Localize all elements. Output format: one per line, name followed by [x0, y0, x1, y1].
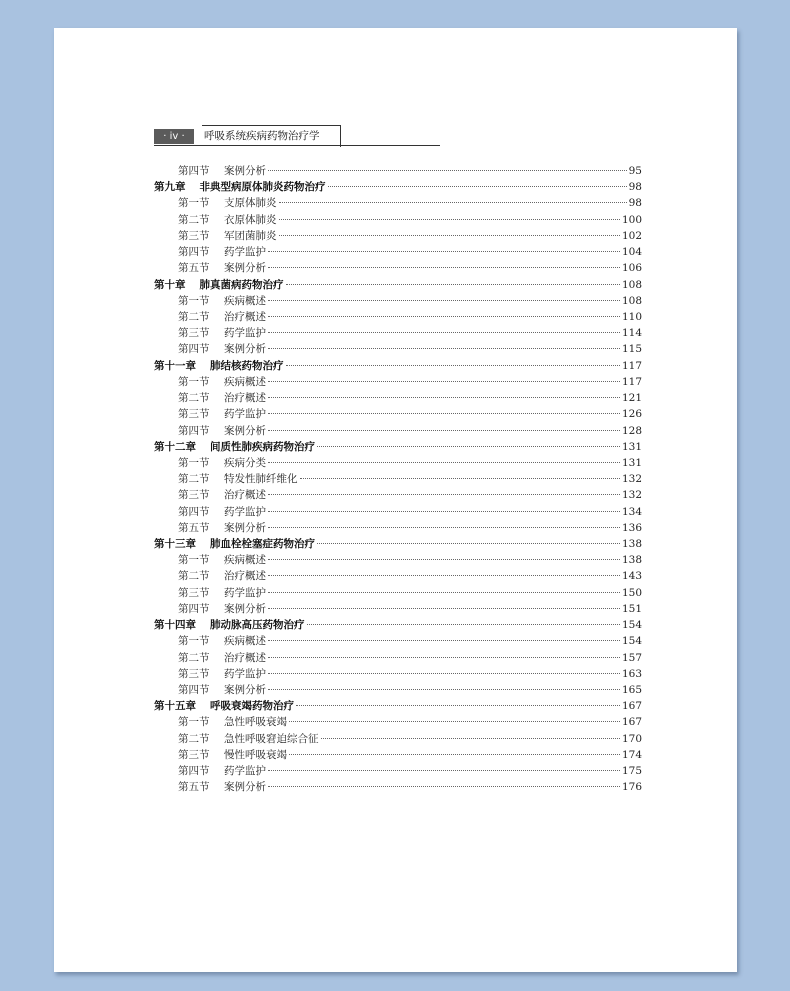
- toc-entry-number: 第一节: [178, 294, 210, 307]
- dot-leader: [268, 300, 620, 301]
- toc-page-number: 106: [621, 262, 642, 275]
- toc-chapter-row: [154, 617, 642, 633]
- toc-section-row: [154, 228, 642, 244]
- toc-entry-title: 药学监护: [224, 667, 266, 680]
- toc-section-row: [154, 195, 642, 211]
- toc-entry-title: 衣原体肺炎: [224, 213, 277, 226]
- toc-section-row: [154, 341, 642, 357]
- toc-page-number: 163: [621, 667, 642, 680]
- toc-entry-label: [154, 471, 298, 487]
- toc-page-number: 121: [621, 392, 642, 405]
- toc-chapter-row: [154, 439, 642, 455]
- toc-section-row: [154, 520, 642, 536]
- toc-entry-label: [154, 731, 319, 747]
- toc-entry-number: 第二节: [178, 310, 210, 323]
- toc-entry-label: [154, 504, 266, 520]
- toc-page-number: 117: [621, 359, 642, 372]
- dot-leader: [328, 186, 627, 187]
- toc-chapter-row: [154, 698, 642, 714]
- toc-section-row: [154, 568, 642, 584]
- toc-entry-title: 急性呼吸衰竭: [224, 716, 287, 729]
- toc-section-row: [154, 763, 642, 779]
- toc-entry-title: 慢性呼吸衰竭: [224, 748, 287, 761]
- toc-section-row: [154, 731, 642, 747]
- toc-chapter-row: [154, 179, 642, 195]
- toc-section-row: [154, 585, 642, 601]
- toc-entry-number: 第四节: [178, 343, 210, 356]
- toc-entry-label: [154, 682, 266, 698]
- toc-entry-label: [154, 552, 266, 568]
- dot-leader: [268, 397, 620, 398]
- toc-entry-label: [154, 358, 284, 374]
- dot-leader: [279, 235, 620, 236]
- toc-page-number: 131: [621, 456, 642, 469]
- toc-page-number: 151: [621, 602, 642, 615]
- toc-entry-title: 疾病概述: [224, 554, 266, 567]
- toc-entry-title: 急性呼吸窘迫综合征: [224, 732, 319, 745]
- table-of-contents: [154, 163, 642, 796]
- toc-entry-title: 呼吸衰竭药物治疗: [210, 700, 294, 713]
- toc-page-number: 104: [621, 246, 642, 259]
- dot-leader: [268, 575, 620, 576]
- toc-entry-label: [154, 423, 266, 439]
- toc-page-number: 110: [621, 310, 642, 323]
- toc-entry-number: 第三节: [178, 748, 210, 761]
- toc-entry-title: 肺结核药物治疗: [210, 359, 284, 372]
- toc-entry-title: 案例分析: [224, 343, 266, 356]
- toc-section-row: [154, 325, 642, 341]
- toc-section-row: [154, 666, 642, 682]
- toc-entry-title: 军团菌肺炎: [224, 229, 277, 242]
- toc-section-row: [154, 244, 642, 260]
- toc-entry-number: 第三节: [178, 327, 210, 340]
- dot-leader: [268, 462, 620, 463]
- toc-page-number: 128: [621, 424, 642, 437]
- toc-page-number: 132: [621, 489, 642, 502]
- dot-leader: [268, 559, 620, 560]
- toc-section-row: [154, 633, 642, 649]
- toc-entry-number: 第二节: [178, 651, 210, 664]
- toc-entry-title: 药学监护: [224, 586, 266, 599]
- book-title: 呼吸系统疾病药物治疗学: [202, 125, 341, 147]
- toc-section-row: [154, 487, 642, 503]
- toc-entry-title: 肺动脉高压药物治疗: [210, 619, 305, 632]
- dot-leader: [268, 316, 620, 317]
- toc-entry-label: [154, 568, 266, 584]
- toc-page-number: 154: [621, 635, 642, 648]
- toc-chapter-row: [154, 358, 642, 374]
- dot-leader: [300, 478, 620, 479]
- dot-leader: [268, 430, 620, 431]
- toc-page-number: 102: [621, 229, 642, 242]
- toc-entry-title: 治疗概述: [224, 310, 266, 323]
- dot-leader: [268, 170, 627, 171]
- dot-leader: [268, 413, 620, 414]
- toc-page-number: 138: [621, 538, 642, 551]
- toc-page-number: 108: [621, 294, 642, 307]
- toc-page-number: 108: [621, 278, 642, 291]
- toc-entry-title: 案例分析: [224, 602, 266, 615]
- dot-leader: [268, 381, 620, 382]
- toc-section-row: [154, 406, 642, 422]
- toc-entry-label: [154, 439, 315, 455]
- toc-entry-number: 第五节: [178, 781, 210, 794]
- toc-entry-number: 第十二章: [154, 440, 196, 453]
- toc-section-row: [154, 212, 642, 228]
- toc-entry-title: 药学监护: [224, 408, 266, 421]
- toc-entry-number: 第五节: [178, 262, 210, 275]
- dot-leader: [268, 348, 620, 349]
- toc-section-row: [154, 714, 642, 730]
- toc-entry-label: [154, 163, 266, 179]
- dot-leader: [268, 608, 620, 609]
- toc-entry-title: 疾病概述: [224, 375, 266, 388]
- dot-leader: [268, 267, 620, 268]
- toc-entry-title: 案例分析: [224, 262, 266, 275]
- toc-entry-title: 药学监护: [224, 327, 266, 340]
- dot-leader: [321, 738, 620, 739]
- toc-entry-label: [154, 244, 266, 260]
- toc-entry-label: [154, 325, 266, 341]
- toc-entry-label: [154, 341, 266, 357]
- toc-page-number: 167: [621, 716, 642, 729]
- toc-entry-number: 第十五章: [154, 700, 196, 713]
- toc-section-row: [154, 747, 642, 763]
- toc-entry-title: 药学监护: [224, 765, 266, 778]
- toc-page-number: 138: [621, 554, 642, 567]
- toc-entry-number: 第一节: [178, 716, 210, 729]
- toc-entry-title: 案例分析: [224, 781, 266, 794]
- toc-entry-label: [154, 487, 266, 503]
- toc-page-number: 174: [621, 748, 642, 761]
- toc-entry-number: 第三节: [178, 489, 210, 502]
- toc-entry-label: [154, 179, 326, 195]
- toc-entry-label: [154, 293, 266, 309]
- toc-page-number: 131: [621, 440, 642, 453]
- toc-entry-title: 治疗概述: [224, 489, 266, 502]
- toc-entry-label: [154, 390, 266, 406]
- toc-entry-title: 案例分析: [224, 424, 266, 437]
- toc-entry-title: 非典型病原体肺炎药物治疗: [199, 181, 326, 194]
- dot-leader: [279, 219, 620, 220]
- dot-leader: [268, 786, 620, 787]
- toc-entry-number: 第二节: [178, 213, 210, 226]
- toc-section-row: [154, 293, 642, 309]
- toc-entry-number: 第十一章: [154, 359, 196, 372]
- toc-entry-title: 治疗概述: [224, 651, 266, 664]
- dot-leader: [268, 251, 620, 252]
- toc-entry-label: [154, 747, 287, 763]
- toc-entry-number: 第十四章: [154, 619, 196, 632]
- toc-section-row: [154, 374, 642, 390]
- toc-entry-label: [154, 779, 266, 795]
- toc-entry-label: [154, 228, 277, 244]
- toc-entry-label: [154, 455, 266, 471]
- toc-entry-title: 肺血栓栓塞症药物治疗: [210, 538, 315, 551]
- toc-page-number: 170: [621, 732, 642, 745]
- toc-entry-label: [154, 617, 305, 633]
- running-header: [154, 125, 440, 148]
- dot-leader: [317, 543, 620, 544]
- toc-section-row: [154, 423, 642, 439]
- dot-leader: [289, 754, 620, 755]
- document-page: [54, 28, 737, 972]
- toc-entry-label: [154, 536, 315, 552]
- toc-section-row: [154, 455, 642, 471]
- dot-leader: [268, 640, 620, 641]
- toc-entry-number: 第二节: [178, 732, 210, 745]
- toc-page-number: 167: [621, 700, 642, 713]
- toc-entry-number: 第一节: [178, 456, 210, 469]
- toc-entry-number: 第一节: [178, 635, 210, 648]
- toc-entry-title: 药学监护: [224, 505, 266, 518]
- toc-entry-title: 疾病概述: [224, 294, 266, 307]
- toc-page-number: 126: [621, 408, 642, 421]
- dot-leader: [286, 284, 620, 285]
- toc-entry-title: 疾病分类: [224, 456, 266, 469]
- toc-entry-number: 第二节: [178, 392, 210, 405]
- toc-entry-label: [154, 260, 266, 276]
- toc-section-row: [154, 779, 642, 795]
- toc-entry-number: 第三节: [178, 408, 210, 421]
- toc-chapter-row: [154, 536, 642, 552]
- toc-entry-number: 第十章: [154, 278, 186, 291]
- toc-entry-title: 间质性肺疾病药物治疗: [210, 440, 315, 453]
- toc-entry-label: [154, 714, 287, 730]
- toc-entry-title: 案例分析: [224, 684, 266, 696]
- dot-leader: [286, 365, 620, 366]
- dot-leader: [268, 770, 620, 771]
- toc-section-row: [154, 260, 642, 276]
- toc-entry-number: 第一节: [178, 375, 210, 388]
- toc-entry-title: 药学监护: [224, 246, 266, 259]
- dot-leader: [296, 705, 620, 706]
- dot-leader: [268, 592, 620, 593]
- toc-entry-label: [154, 633, 266, 649]
- toc-page-number: 175: [621, 765, 642, 778]
- toc-page-number: 176: [621, 781, 642, 794]
- toc-entry-label: [154, 374, 266, 390]
- dot-leader: [317, 446, 620, 447]
- dot-leader: [268, 511, 620, 512]
- toc-entry-title: 支原体肺炎: [224, 197, 277, 210]
- toc-page-number: 165: [621, 684, 642, 696]
- toc-page-number: 114: [621, 327, 642, 340]
- toc-entry-number: 第四节: [178, 246, 210, 259]
- toc-entry-number: 第四节: [178, 424, 210, 437]
- dot-leader: [279, 202, 627, 203]
- dot-leader: [307, 624, 620, 625]
- toc-entry-number: 第三节: [178, 586, 210, 599]
- toc-page-number: 98: [628, 181, 642, 194]
- page-number-badge: · iv ·: [154, 129, 194, 144]
- toc-entry-number: 第四节: [178, 165, 210, 177]
- toc-entry-number: 第四节: [178, 765, 210, 778]
- toc-entry-number: 第三节: [178, 229, 210, 242]
- toc-entry-label: [154, 585, 266, 601]
- toc-entry-label: [154, 698, 294, 714]
- toc-entry-number: 第九章: [154, 181, 186, 194]
- toc-section-row: [154, 471, 642, 487]
- toc-entry-label: [154, 601, 266, 617]
- dot-leader: [268, 494, 620, 495]
- toc-page-number: 154: [621, 619, 642, 632]
- toc-entry-number: 第二节: [178, 570, 210, 583]
- toc-page-number: 143: [621, 570, 642, 583]
- dot-leader: [268, 657, 620, 658]
- toc-section-row: [154, 309, 642, 325]
- toc-section-row: [154, 552, 642, 568]
- toc-entry-label: [154, 195, 277, 211]
- header-rule: [154, 145, 440, 146]
- toc-entry-number: 第三节: [178, 667, 210, 680]
- toc-entry-number: 第一节: [178, 197, 210, 210]
- toc-entry-title: 案例分析: [224, 165, 266, 177]
- toc-entry-label: [154, 763, 266, 779]
- toc-entry-title: 肺真菌病药物治疗: [199, 278, 284, 291]
- toc-page-number: 100: [621, 213, 642, 226]
- toc-entry-label: [154, 666, 266, 682]
- toc-entry-number: 第二节: [178, 473, 210, 486]
- toc-entry-number: 第四节: [178, 602, 210, 615]
- toc-entry-number: 第四节: [178, 505, 210, 518]
- toc-page-number: 98: [628, 197, 642, 210]
- toc-entry-number: 第四节: [178, 684, 210, 696]
- dot-leader: [268, 673, 620, 674]
- dot-leader: [268, 332, 620, 333]
- toc-page-number: 157: [621, 651, 642, 664]
- toc-chapter-row: [154, 277, 642, 293]
- toc-page-number: 117: [621, 375, 642, 388]
- dot-leader: [268, 527, 620, 528]
- toc-page-number: 115: [621, 343, 642, 356]
- toc-entry-label: [154, 309, 266, 325]
- toc-entry-label: [154, 277, 284, 293]
- toc-section-row: [154, 650, 642, 666]
- toc-entry-label: [154, 406, 266, 422]
- toc-entry-title: 特发性肺纤维化: [224, 473, 298, 486]
- toc-page-number: 150: [621, 586, 642, 599]
- toc-entry-title: 案例分析: [224, 521, 266, 534]
- toc-section-row: [154, 390, 642, 406]
- toc-page-number: 132: [621, 473, 642, 486]
- toc-entry-number: 第五节: [178, 521, 210, 534]
- toc-page-number: 134: [621, 505, 642, 518]
- toc-page-number: 136: [621, 521, 642, 534]
- dot-leader: [268, 689, 620, 690]
- toc-entry-title: 治疗概述: [224, 570, 266, 583]
- toc-entry-number: 第十三章: [154, 538, 196, 551]
- toc-entry-label: [154, 520, 266, 536]
- dot-leader: [289, 721, 620, 722]
- toc-section-row: [154, 504, 642, 520]
- toc-entry-label: [154, 650, 266, 666]
- toc-page-number: 95: [628, 165, 642, 177]
- toc-section-row: [154, 163, 642, 179]
- toc-entry-title: 治疗概述: [224, 392, 266, 405]
- toc-entry-title: 疾病概述: [224, 635, 266, 648]
- toc-entry-label: [154, 212, 277, 228]
- toc-section-row: [154, 682, 642, 698]
- toc-entry-number: 第一节: [178, 554, 210, 567]
- toc-section-row: [154, 601, 642, 617]
